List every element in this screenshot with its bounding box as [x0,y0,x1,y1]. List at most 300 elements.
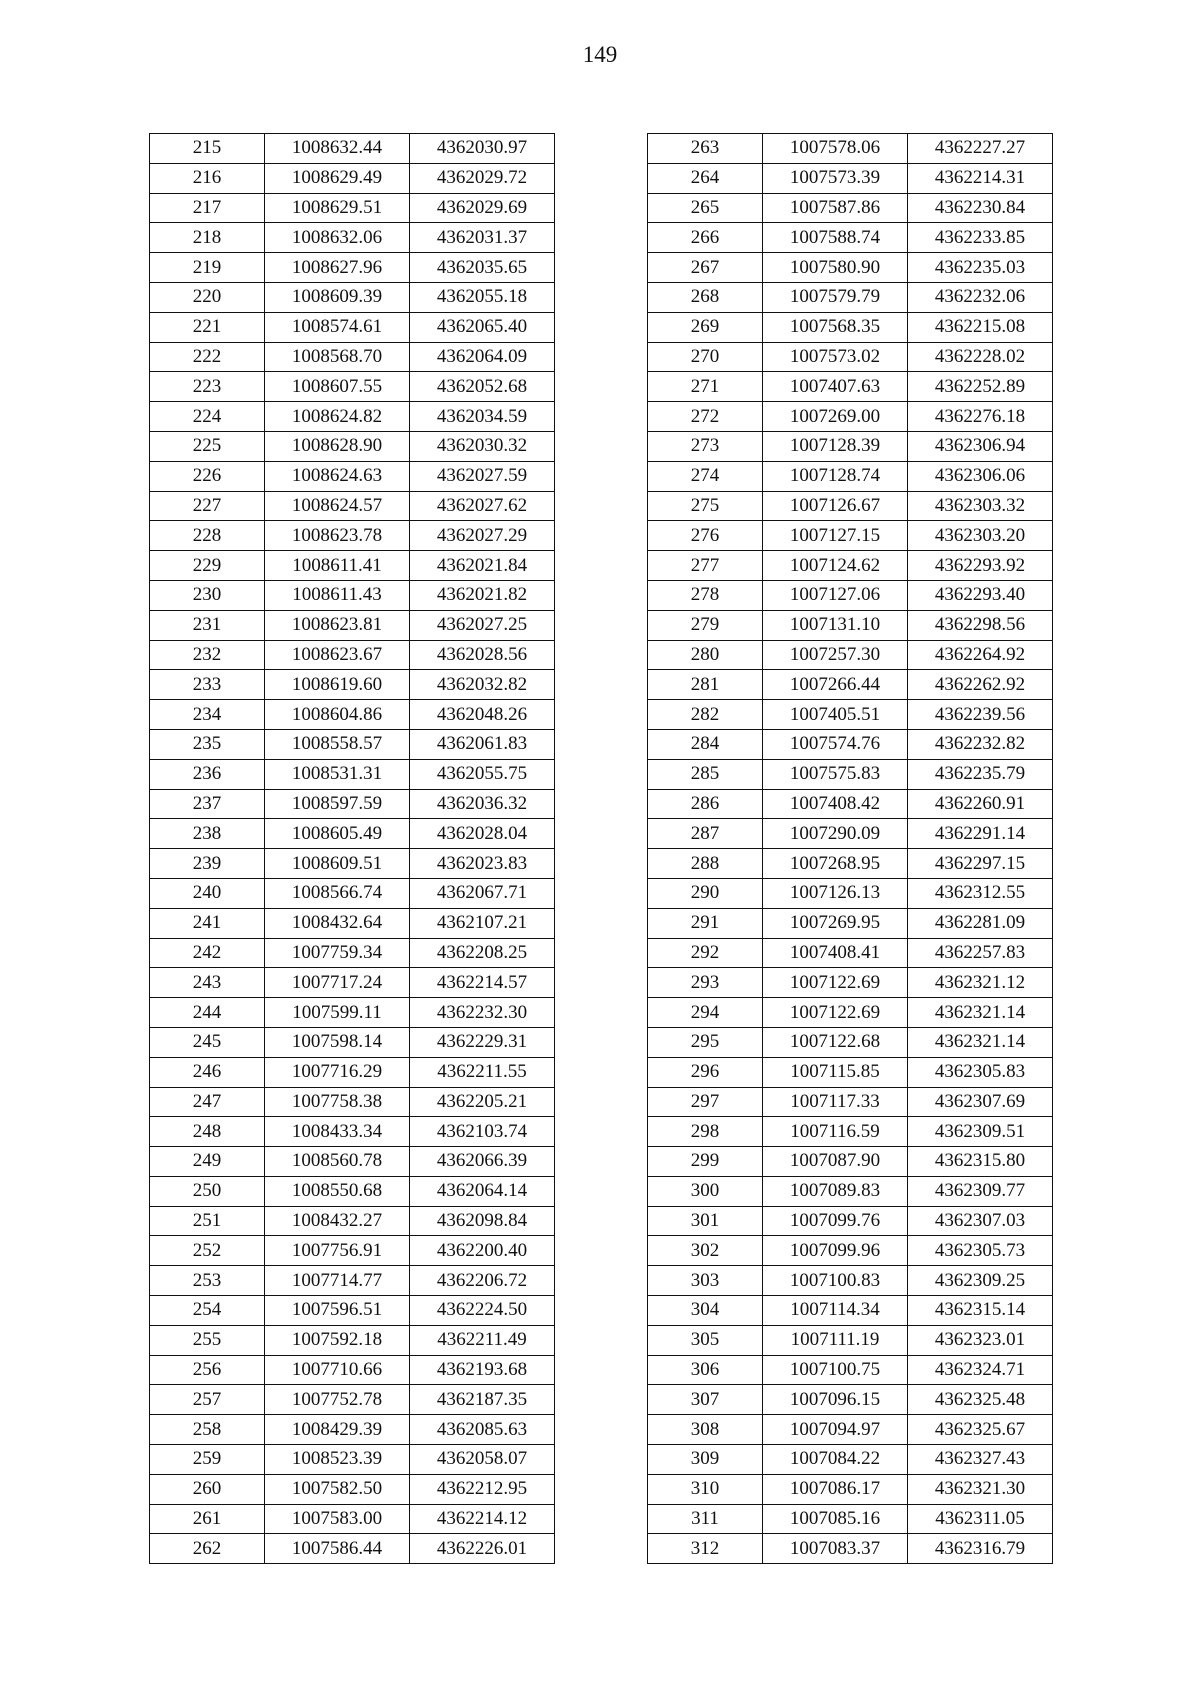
table-row [150,1087,555,1117]
x-coordinate-cell: 1007131.10 [763,610,908,640]
table-row [648,849,1053,879]
y-coordinate-cell: 4362257.83 [908,938,1053,968]
table-row [150,253,555,283]
point-number-cell: 291 [648,908,763,938]
x-coordinate-cell: 1007752.78 [265,1385,410,1415]
y-coordinate-cell: 4362023.83 [410,849,555,879]
y-coordinate-cell: 4362315.80 [908,1147,1053,1177]
x-coordinate-cell: 1008623.78 [265,521,410,551]
table-row [648,223,1053,253]
x-coordinate-cell: 1007128.39 [763,431,908,461]
x-coordinate-cell: 1007592.18 [265,1325,410,1355]
x-coordinate-cell: 1007100.75 [763,1355,908,1385]
table-row [648,282,1053,312]
point-number-cell: 297 [648,1087,763,1117]
table-row [150,908,555,938]
table-row [150,1445,555,1475]
table-row [648,1236,1053,1266]
point-number-cell: 278 [648,580,763,610]
point-number-cell: 253 [150,1266,265,1296]
page-number: 149 [582,42,618,67]
table-row [648,1147,1053,1177]
y-coordinate-cell: 4362325.67 [908,1415,1053,1445]
table-row [648,968,1053,998]
x-coordinate-cell: 1007407.63 [763,372,908,402]
table-row [150,312,555,342]
point-number-cell: 277 [648,551,763,581]
x-coordinate-cell: 1007575.83 [763,759,908,789]
point-number-cell: 216 [150,163,265,193]
point-number-cell: 236 [150,759,265,789]
point-number-cell: 242 [150,938,265,968]
x-coordinate-cell: 1007408.42 [763,789,908,819]
x-coordinate-cell: 1008624.63 [265,461,410,491]
y-coordinate-cell: 4362027.62 [410,491,555,521]
x-coordinate-cell: 1007574.76 [763,729,908,759]
point-number-cell: 264 [648,163,763,193]
y-coordinate-cell: 4362309.25 [908,1266,1053,1296]
table-row [150,968,555,998]
table-row [648,938,1053,968]
point-number-cell: 258 [150,1415,265,1445]
y-coordinate-cell: 4362030.97 [410,134,555,164]
x-coordinate-cell: 1007083.37 [763,1534,908,1564]
y-coordinate-cell: 4362052.68 [410,372,555,402]
y-coordinate-cell: 4362321.12 [908,968,1053,998]
point-number-cell: 228 [150,521,265,551]
y-coordinate-cell: 4362262.92 [908,670,1053,700]
x-coordinate-cell: 1008623.67 [265,640,410,670]
y-coordinate-cell: 4362036.32 [410,789,555,819]
table-row [648,134,1053,164]
x-coordinate-cell: 1008623.81 [265,610,410,640]
point-number-cell: 299 [648,1147,763,1177]
x-coordinate-cell: 1007268.95 [763,849,908,879]
x-coordinate-cell: 1007257.30 [763,640,908,670]
y-coordinate-cell: 4362098.84 [410,1206,555,1236]
y-coordinate-cell: 4362305.73 [908,1236,1053,1266]
point-number-cell: 271 [648,372,763,402]
coordinates-table-right [647,133,1053,1564]
table-row [150,1534,555,1564]
y-coordinate-cell: 4362232.06 [908,282,1053,312]
y-coordinate-cell: 4362187.35 [410,1385,555,1415]
point-number-cell: 250 [150,1176,265,1206]
y-coordinate-cell: 4362293.92 [908,551,1053,581]
table-row [648,580,1053,610]
x-coordinate-cell: 1007099.96 [763,1236,908,1266]
y-coordinate-cell: 4362307.03 [908,1206,1053,1236]
point-number-cell: 280 [648,640,763,670]
x-coordinate-cell: 1007084.22 [763,1445,908,1475]
x-coordinate-cell: 1007100.83 [763,1266,908,1296]
point-number-cell: 307 [648,1385,763,1415]
y-coordinate-cell: 4362315.14 [908,1296,1053,1326]
coordinates-table-left [149,133,555,1564]
point-number-cell: 279 [648,610,763,640]
table-row [150,1385,555,1415]
point-number-cell: 294 [648,998,763,1028]
x-coordinate-cell: 1007117.33 [763,1087,908,1117]
x-coordinate-cell: 1007096.15 [763,1385,908,1415]
table-row [648,878,1053,908]
x-coordinate-cell: 1008624.57 [265,491,410,521]
x-coordinate-cell: 1008629.51 [265,193,410,223]
point-number-cell: 285 [648,759,763,789]
x-coordinate-cell: 1007578.06 [763,134,908,164]
point-number-cell: 226 [150,461,265,491]
y-coordinate-cell: 4362028.04 [410,819,555,849]
y-coordinate-cell: 4362027.59 [410,461,555,491]
table-row [150,789,555,819]
x-coordinate-cell: 1007114.34 [763,1296,908,1326]
table-row [150,700,555,730]
point-number-cell: 282 [648,700,763,730]
y-coordinate-cell: 4362214.57 [410,968,555,998]
point-number-cell: 263 [648,134,763,164]
table-row [648,461,1053,491]
y-coordinate-cell: 4362307.69 [908,1087,1053,1117]
table-row [150,1057,555,1087]
table-row [150,878,555,908]
point-number-cell: 234 [150,700,265,730]
y-coordinate-cell: 4362214.12 [410,1504,555,1534]
table-row [150,1355,555,1385]
y-coordinate-cell: 4362324.71 [908,1355,1053,1385]
table-row [648,1504,1053,1534]
point-number-cell: 268 [648,282,763,312]
point-number-cell: 276 [648,521,763,551]
table-row [648,372,1053,402]
y-coordinate-cell: 4362276.18 [908,402,1053,432]
x-coordinate-cell: 1007290.09 [763,819,908,849]
x-coordinate-cell: 1007124.62 [763,551,908,581]
y-coordinate-cell: 4362212.95 [410,1474,555,1504]
table-row [648,1385,1053,1415]
x-coordinate-cell: 1008558.57 [265,729,410,759]
x-coordinate-cell: 1007122.69 [763,998,908,1028]
y-coordinate-cell: 4362061.83 [410,729,555,759]
y-coordinate-cell: 4362323.01 [908,1325,1053,1355]
table-row [150,610,555,640]
y-coordinate-cell: 4362306.06 [908,461,1053,491]
x-coordinate-cell: 1007756.91 [265,1236,410,1266]
point-number-cell: 275 [648,491,763,521]
y-coordinate-cell: 4362235.79 [908,759,1053,789]
point-number-cell: 273 [648,431,763,461]
y-coordinate-cell: 4362230.84 [908,193,1053,223]
y-coordinate-cell: 4362103.74 [410,1117,555,1147]
point-number-cell: 295 [648,1027,763,1057]
point-number-cell: 248 [150,1117,265,1147]
point-number-cell: 220 [150,282,265,312]
x-coordinate-cell: 1007269.00 [763,402,908,432]
x-coordinate-cell: 1008632.44 [265,134,410,164]
table-row [150,223,555,253]
x-coordinate-cell: 1007582.50 [265,1474,410,1504]
y-coordinate-cell: 4362029.72 [410,163,555,193]
coordinates-table-right-body [648,134,1053,1564]
y-coordinate-cell: 4362027.25 [410,610,555,640]
point-number-cell: 221 [150,312,265,342]
point-number-cell: 232 [150,640,265,670]
table-row [648,640,1053,670]
x-coordinate-cell: 1008574.61 [265,312,410,342]
table-row [648,193,1053,223]
point-number-cell: 308 [648,1415,763,1445]
table-row [648,1087,1053,1117]
point-number-cell: 265 [648,193,763,223]
x-coordinate-cell: 1008629.49 [265,163,410,193]
point-number-cell: 290 [648,878,763,908]
x-coordinate-cell: 1008632.06 [265,223,410,253]
y-coordinate-cell: 4362193.68 [410,1355,555,1385]
point-number-cell: 229 [150,551,265,581]
table-row [150,670,555,700]
y-coordinate-cell: 4362305.83 [908,1057,1053,1087]
table-row [150,819,555,849]
table-row [648,700,1053,730]
x-coordinate-cell: 1007115.85 [763,1057,908,1087]
y-coordinate-cell: 4362028.56 [410,640,555,670]
x-coordinate-cell: 1007568.35 [763,312,908,342]
table-row [648,1206,1053,1236]
y-coordinate-cell: 4362293.40 [908,580,1053,610]
x-coordinate-cell: 1007710.66 [265,1355,410,1385]
point-number-cell: 239 [150,849,265,879]
table-row [150,640,555,670]
point-number-cell: 222 [150,342,265,372]
y-coordinate-cell: 4362316.79 [908,1534,1053,1564]
table-row [648,1027,1053,1057]
y-coordinate-cell: 4362281.09 [908,908,1053,938]
y-coordinate-cell: 4362107.21 [410,908,555,938]
x-coordinate-cell: 1007266.44 [763,670,908,700]
x-coordinate-cell: 1007089.83 [763,1176,908,1206]
table-row [648,1176,1053,1206]
x-coordinate-cell: 1007759.34 [265,938,410,968]
point-number-cell: 243 [150,968,265,998]
y-coordinate-cell: 4362031.37 [410,223,555,253]
point-number-cell: 227 [150,491,265,521]
y-coordinate-cell: 4362029.69 [410,193,555,223]
table-row [150,1474,555,1504]
y-coordinate-cell: 4362309.77 [908,1176,1053,1206]
y-coordinate-cell: 4362260.91 [908,789,1053,819]
y-coordinate-cell: 4362064.14 [410,1176,555,1206]
y-coordinate-cell: 4362226.01 [410,1534,555,1564]
point-number-cell: 287 [648,819,763,849]
x-coordinate-cell: 1008429.39 [265,1415,410,1445]
x-coordinate-cell: 1008560.78 [265,1147,410,1177]
table-row [648,402,1053,432]
table-row [648,1266,1053,1296]
y-coordinate-cell: 4362229.31 [410,1027,555,1057]
y-coordinate-cell: 4362211.55 [410,1057,555,1087]
table-row [150,282,555,312]
point-number-cell: 306 [648,1355,763,1385]
table-row [150,1206,555,1236]
x-coordinate-cell: 1007126.67 [763,491,908,521]
y-coordinate-cell: 4362214.31 [908,163,1053,193]
y-coordinate-cell: 4362264.92 [908,640,1053,670]
y-coordinate-cell: 4362067.71 [410,878,555,908]
x-coordinate-cell: 1007086.17 [763,1474,908,1504]
x-coordinate-cell: 1008627.96 [265,253,410,283]
y-coordinate-cell: 4362065.40 [410,312,555,342]
y-coordinate-cell: 4362312.55 [908,878,1053,908]
x-coordinate-cell: 1007127.15 [763,521,908,551]
y-coordinate-cell: 4362200.40 [410,1236,555,1266]
table-row [150,938,555,968]
x-coordinate-cell: 1008432.27 [265,1206,410,1236]
y-coordinate-cell: 4362085.63 [410,1415,555,1445]
y-coordinate-cell: 4362224.50 [410,1296,555,1326]
table-row [150,1504,555,1534]
point-number-cell: 304 [648,1296,763,1326]
x-coordinate-cell: 1008619.60 [265,670,410,700]
table-row [648,491,1053,521]
table-row [150,551,555,581]
table-row [150,134,555,164]
table-row [150,998,555,1028]
table-row [150,1415,555,1445]
x-coordinate-cell: 1007269.95 [763,908,908,938]
y-coordinate-cell: 4362297.15 [908,849,1053,879]
point-number-cell: 225 [150,431,265,461]
table-row [648,1534,1053,1564]
point-number-cell: 245 [150,1027,265,1057]
point-number-cell: 309 [648,1445,763,1475]
table-row [150,431,555,461]
x-coordinate-cell: 1008607.55 [265,372,410,402]
table-row [648,1057,1053,1087]
x-coordinate-cell: 1008611.43 [265,580,410,610]
y-coordinate-cell: 4362239.56 [908,700,1053,730]
y-coordinate-cell: 4362208.25 [410,938,555,968]
point-number-cell: 235 [150,729,265,759]
x-coordinate-cell: 1007085.16 [763,1504,908,1534]
table-row [150,759,555,789]
point-number-cell: 230 [150,580,265,610]
table-row [648,431,1053,461]
table-row [648,253,1053,283]
point-number-cell: 217 [150,193,265,223]
point-number-cell: 303 [648,1266,763,1296]
x-coordinate-cell: 1007758.38 [265,1087,410,1117]
y-coordinate-cell: 4362232.30 [410,998,555,1028]
x-coordinate-cell: 1007116.59 [763,1117,908,1147]
table-row [648,1474,1053,1504]
y-coordinate-cell: 4362325.48 [908,1385,1053,1415]
table-row [150,193,555,223]
y-coordinate-cell: 4362048.26 [410,700,555,730]
y-coordinate-cell: 4362232.82 [908,729,1053,759]
table-row [150,1296,555,1326]
y-coordinate-cell: 4362215.08 [908,312,1053,342]
x-coordinate-cell: 1007714.77 [265,1266,410,1296]
point-number-cell: 288 [648,849,763,879]
point-number-cell: 247 [150,1087,265,1117]
x-coordinate-cell: 1008531.31 [265,759,410,789]
x-coordinate-cell: 1008611.41 [265,551,410,581]
x-coordinate-cell: 1007573.02 [763,342,908,372]
point-number-cell: 233 [150,670,265,700]
table-row [648,342,1053,372]
x-coordinate-cell: 1007405.51 [763,700,908,730]
table-row [150,1266,555,1296]
point-number-cell: 219 [150,253,265,283]
x-coordinate-cell: 1008628.90 [265,431,410,461]
y-coordinate-cell: 4362032.82 [410,670,555,700]
table-row [150,491,555,521]
y-coordinate-cell: 4362227.27 [908,134,1053,164]
point-number-cell: 257 [150,1385,265,1415]
point-number-cell: 266 [648,223,763,253]
point-number-cell: 255 [150,1325,265,1355]
x-coordinate-cell: 1008624.82 [265,402,410,432]
table-row [150,580,555,610]
point-number-cell: 246 [150,1057,265,1087]
table-row [150,1325,555,1355]
y-coordinate-cell: 4362066.39 [410,1147,555,1177]
point-number-cell: 224 [150,402,265,432]
table-row [150,849,555,879]
point-number-cell: 218 [150,223,265,253]
table-row [150,461,555,491]
x-coordinate-cell: 1007087.90 [763,1147,908,1177]
table-row [648,729,1053,759]
y-coordinate-cell: 4362064.09 [410,342,555,372]
y-coordinate-cell: 4362298.56 [908,610,1053,640]
x-coordinate-cell: 1008605.49 [265,819,410,849]
point-number-cell: 284 [648,729,763,759]
y-coordinate-cell: 4362235.03 [908,253,1053,283]
x-coordinate-cell: 1007583.00 [265,1504,410,1534]
point-number-cell: 251 [150,1206,265,1236]
x-coordinate-cell: 1008609.51 [265,849,410,879]
x-coordinate-cell: 1008597.59 [265,789,410,819]
point-number-cell: 281 [648,670,763,700]
x-coordinate-cell: 1007588.74 [763,223,908,253]
point-number-cell: 298 [648,1117,763,1147]
x-coordinate-cell: 1007122.69 [763,968,908,998]
point-number-cell: 296 [648,1057,763,1087]
x-coordinate-cell: 1007579.79 [763,282,908,312]
table-row [150,1147,555,1177]
table-row [150,402,555,432]
point-number-cell: 256 [150,1355,265,1385]
x-coordinate-cell: 1007099.76 [763,1206,908,1236]
table-row [150,1027,555,1057]
point-number-cell: 302 [648,1236,763,1266]
x-coordinate-cell: 1008432.64 [265,908,410,938]
y-coordinate-cell: 4362211.49 [410,1325,555,1355]
x-coordinate-cell: 1007126.13 [763,878,908,908]
x-coordinate-cell: 1007127.06 [763,580,908,610]
table-row [150,1176,555,1206]
table-row [150,342,555,372]
x-coordinate-cell: 1008523.39 [265,1445,410,1475]
point-number-cell: 292 [648,938,763,968]
x-coordinate-cell: 1007580.90 [763,253,908,283]
x-coordinate-cell: 1007111.19 [763,1325,908,1355]
x-coordinate-cell: 1008566.74 [265,878,410,908]
table-row [648,759,1053,789]
point-number-cell: 249 [150,1147,265,1177]
point-number-cell: 231 [150,610,265,640]
table-row [648,819,1053,849]
